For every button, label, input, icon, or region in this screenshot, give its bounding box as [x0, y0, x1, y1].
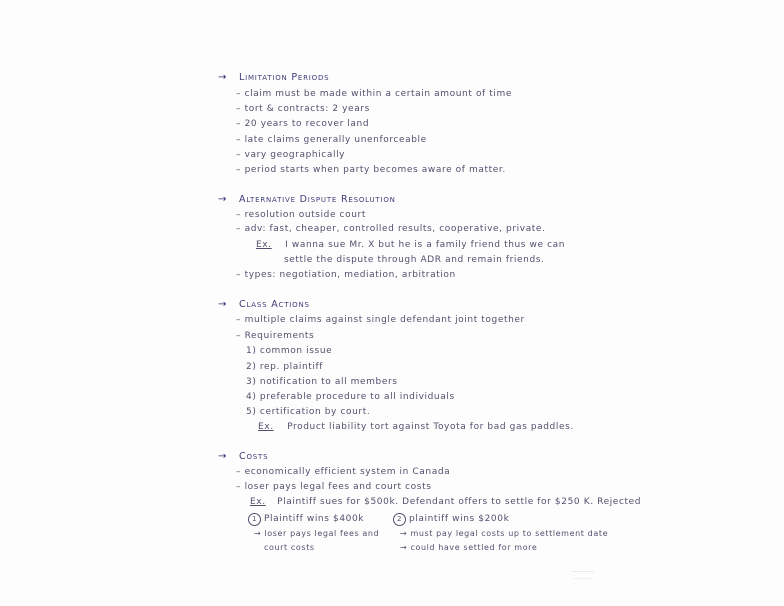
example-line: Ex. Plaintiff sues for $500k. Defendant offers to settle for $250 K. Rejected: [250, 497, 642, 507]
section-heading-adr: [218, 194, 396, 205]
list-item: – adv: fast, cheaper, controlled results, cooperative, private.: [236, 224, 546, 234]
example-label: Ex.: [258, 422, 274, 432]
section-title: Limitation Periods: [239, 72, 330, 83]
list-item: – loser pays legal fees and court costs: [236, 482, 432, 492]
requirement-item: 2) rep. plaintiff: [246, 362, 324, 372]
section-title: Class Actions: [239, 299, 310, 310]
bullet-dash-icon: –: [236, 331, 242, 341]
list-item: – Requirements: [236, 331, 315, 341]
section-heading-costs: [218, 451, 268, 462]
case-2-title: 2 plaintiff wins $200k: [393, 513, 509, 526]
example-line: Ex. Product liability tort against Toyota for bad gas paddles.: [258, 422, 574, 432]
bullet-dash-icon: –: [236, 482, 242, 492]
bullet-dash-icon: –: [236, 467, 242, 477]
scan-smudge: [572, 571, 594, 579]
bullet-dash-icon: –: [236, 89, 242, 99]
example-line: Ex. I wanna sue Mr. X but he is a family friend thus we can: [256, 240, 566, 250]
circled-number-2: 2: [393, 513, 406, 526]
example-line: settle the dispute through ADR and remain friends.: [284, 255, 545, 265]
bullet-dash-icon: –: [236, 165, 242, 175]
list-item: – period starts when party becomes aware of matter.: [236, 165, 506, 175]
section-title: Costs: [239, 451, 269, 462]
bullet-dash-icon: –: [236, 104, 242, 114]
list-item: – resolution outside court: [236, 210, 366, 220]
requirement-item: 5) certification by court.: [246, 407, 371, 417]
bullet-dash-icon: –: [236, 270, 242, 280]
list-item: – late claims generally unenforceable: [236, 135, 427, 145]
arrow-icon: →: [218, 299, 228, 310]
bullet-dash-icon: –: [236, 315, 242, 325]
list-item: – 20 years to recover land: [236, 119, 370, 129]
bullet-dash-icon: –: [236, 119, 242, 129]
case-2-detail: → could have settled for more: [400, 543, 538, 552]
bullet-dash-icon: –: [236, 224, 242, 234]
case-1-detail: court costs: [264, 543, 315, 552]
section-title: Alternative Dispute Resolution: [239, 194, 396, 205]
list-item: – tort & contracts: 2 years: [236, 104, 370, 114]
case-2-detail: → must pay legal costs up to settlement date: [400, 529, 609, 538]
example-label: Ex.: [250, 497, 266, 507]
requirement-item: 1) common issue: [246, 346, 333, 356]
requirement-item: 3) notification to all members: [246, 377, 398, 387]
section-heading-limitation: [218, 72, 329, 83]
bullet-dash-icon: –: [236, 150, 242, 160]
list-item: – types: negotiation, mediation, arbitration: [236, 270, 456, 280]
circled-number-1: 1: [248, 513, 261, 526]
list-item: – vary geographically: [236, 150, 346, 160]
requirement-item: 4) preferable procedure to all individuals: [246, 392, 455, 402]
case-1-title: 1 Plaintiff wins $400k: [248, 513, 364, 526]
list-item: – multiple claims against single defendant joint together: [236, 315, 525, 325]
list-item: – economically efficient system in Canada: [236, 467, 451, 477]
arrow-icon: →: [218, 194, 228, 205]
example-label: Ex.: [256, 240, 272, 250]
section-heading-class-actions: [218, 299, 310, 310]
case-1-detail: → loser pays legal fees and: [254, 529, 380, 538]
arrow-icon: →: [218, 72, 228, 83]
bullet-dash-icon: –: [236, 135, 242, 145]
arrow-icon: →: [218, 451, 228, 462]
bullet-dash-icon: –: [236, 210, 242, 220]
list-item: – claim must be made within a certain amount of time: [236, 89, 513, 99]
